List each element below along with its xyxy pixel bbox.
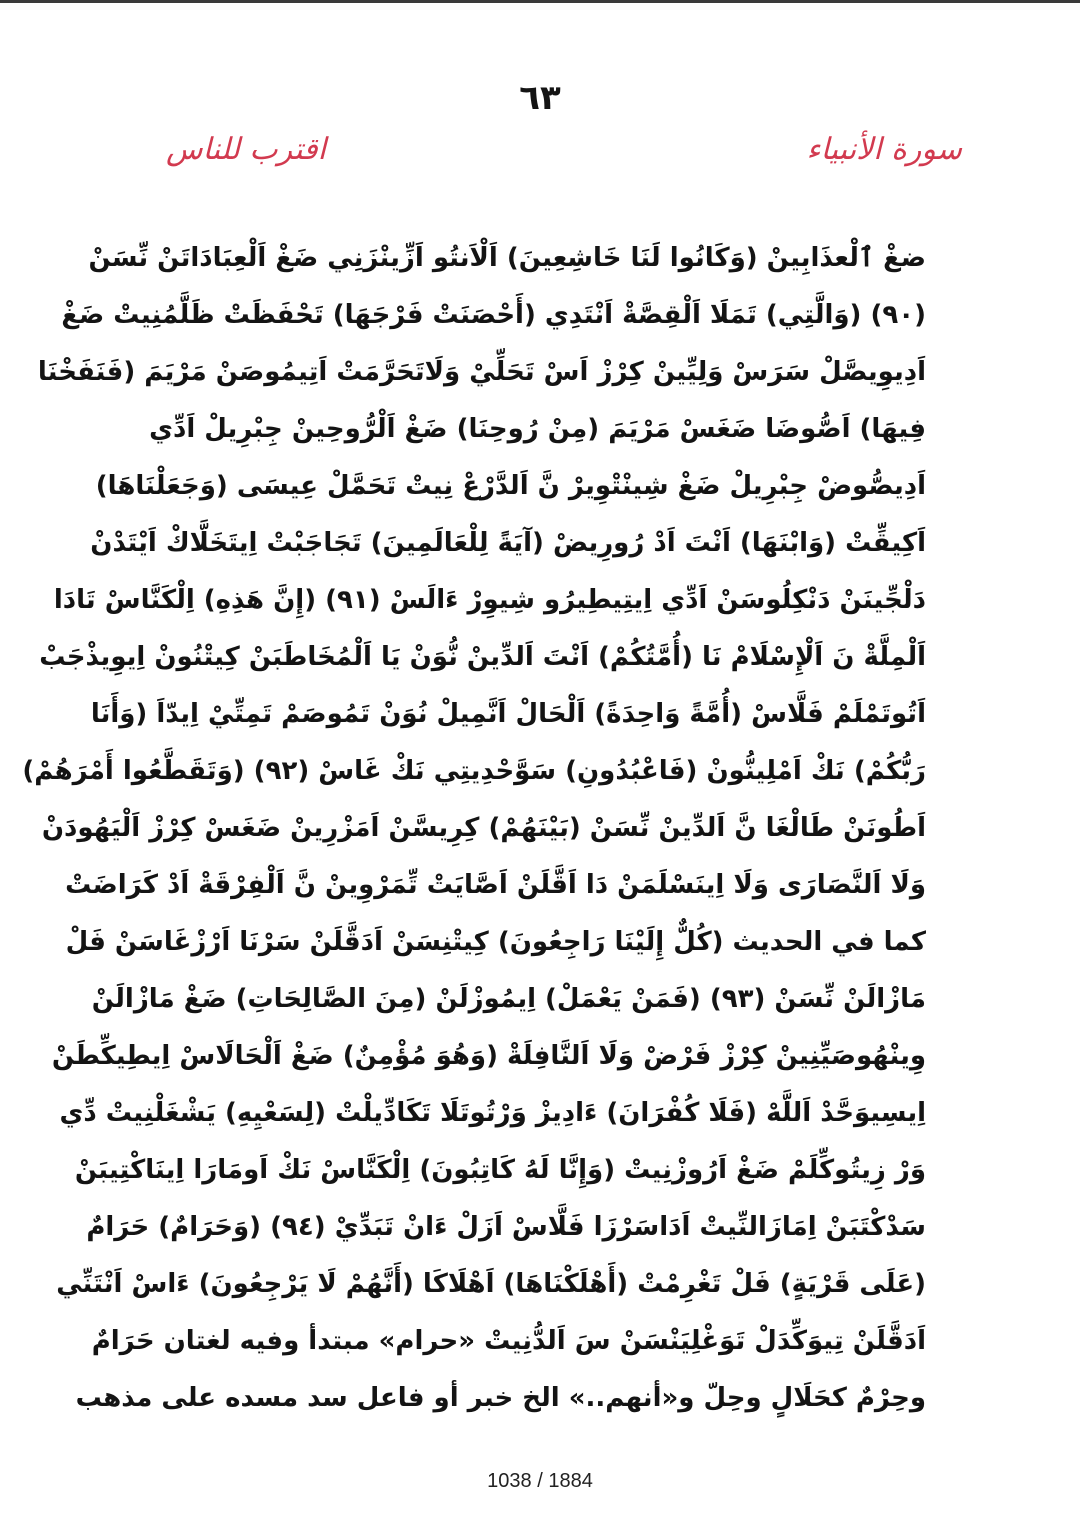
text-line: كما في الحديث (كُلٌّ إِلَيْنَا رَاجِعُونَ) كِيتْنِسَنْ اَدَقَّلَنْ سَرْنَا اَرْزْغَاسَنْ فَلْ [65,927,926,957]
text-line: اَلْمِلَّةْ نَ اَلْإِسْلَامْ نَا (أُمَّتُكُمْ) اَنْتَ اَلدِّينْ نُّوَنْ يَا اَلْمُخَاطَبَنْ كِيتْنُونْ اِيوِيذْجَبْ [39,642,926,672]
text-line: اَكِيقِّتْ (وَابْنَهَا) اَنْتَ اَدْ رُورِيضْ (آيَةً لِلْعَالَمِينَ) تَجَاجَبْتْ اِيتَخَلَّاكْ اَيْتَدْنْ [90,528,926,558]
text-line: (٩٠) (وَالَّتِي) تَمَلَا اَلْقِصَّةْ اَنْتَدِي (أَحْصَنَتْ فَرْجَهَا) تَحْفَظَتْ ظَلَّمُنِيتْ ضَغْ [61,300,926,330]
text-line: اَدِيصُّوضْ جِبْرِيلْ ضَغْ شِينْتْوِيرْ نَّ اَلدَّرْعْ نِيتْ تَحَمَّلْ عِيسَى (وَجَعَلْنَاهَا) [95,471,926,501]
page-body [22,230,926,1427]
text-line: اَدَقَّلَنْ تِيوَكِّدَلْ تَوَغْلِيَنْسَنْ سَ اَلدُّنِيتْ «حرام» مبتدأ وفيه لغتان حَرَامٌ [91,1326,926,1356]
text-line: سَدْكْتَبَنْ اِمَازَالنِّيتْ اَدَاسَرْزَا فَلَّاسْ اَزَلْ ءَانْ تَبَدِّيْ (٩٤) (وَحَرَامٌ) حَرَامٌ [86,1212,926,1242]
text-line: دَلْجِّينَنْ دَنْكِلُوسَنْ اَدِّي اِيتِيطِيرُو شِيوِرْ ءَالَسْ (٩١) (إِنَّ هَذِهِ) اِلْكَنَّاسْ تَادَا [53,585,926,615]
top-border [0,0,1080,3]
text-line: وَرْ زِيتُوكِّلَمْ ضَغْ اَرُوزْنِيتْ (وَإِنَّا لَهُ كَاتِبُونَ) اِلْكَنَّاسْ نَكْ اَومَارَا اِينَاكْتِيبَنْ [74,1155,926,1185]
text-line: اِيسِيوَحَّدْ اَللَّهْ (فَلَا كُفْرَانَ) ءَادِيزْ وَرْتُوتَلَا تَكَادِّيلْتْ (لِسَعْيِهِ) يَشْغَلْنِيتْ دِّي [59,1098,926,1128]
page-number: ٦٣ [519,78,561,118]
text-line: ضغْ ٱلْعذَابِينْ (وَكَانُوا لَنَا خَاشِعِينَ) اَلْاَنتُو اَزِّينْزَنِي ضَغْ اَلْعِبَادَاتَنْ نِّسَنْ [88,243,926,273]
text-line: وحِرْمٌ كحَلَالٍ وحِلّ و«أنهم..» الخ خبر أو فاعل سد مسده على مذهب [75,1383,926,1413]
text-line: اَدِيوِيصَّلْ سَرَسْ وَلِيِّينْ كِرْزْ اَسْ تَحَلِّيْ وَلَاتَحَرَّمَتْ اَتِيمُوصَنْ مَرْيَمَ (فَنَفَخْنَا [37,357,926,387]
text-line: رَبُّكُمْ) نَكْ اَمْلِينُّونْ (فَاعْبُدُونِ) سَوَّحْدِيتِي نَكْ غَاسْ (٩٢) (وَتَقَطَّعُوا أَمْرَهُمْ) [22,756,926,786]
text-line: وِينْهُوصَيِّنِينْ كِرْزْ فَرْضْ وَلَا اَلنَّافِلَةْ (وَهُوَ مُؤْمِنٌ) ضَغْ اَلْحَالَاسْ اِيطِيكِّطَنْ [51,1041,926,1071]
text-line: اَطُونَنْ طَالْغَا نَّ اَلدِّينْ نِّسَنْ (بَيْنَهُمْ) كِرِيسَّنْ اَمَزْرِينْ ضَغَسْ كِرْزْ اَلْيَهُودَنْ [41,813,926,843]
margin-note-surah: سورة الأنبياء [806,132,962,167]
margin-note-juz: اقترب للناس [166,132,326,167]
page-counter: 1038 / 1884 [487,1470,593,1492]
text-line: (عَلَى قَرْيَةٍ) فَلْ تَغْرِمْتْ (أَهْلَكْنَاهَا) اَهْلَاكَا (أَنَّهُمْ لَا يَرْجِعُونَ) ءَاسْ اَنْتَنِّي [56,1269,926,1299]
text-line: اَتُوتَمْلَمْ فَلَّاسْ (أُمَّةً وَاحِدَةً) اَلْحَالْ اَنَّمِيلْ نُوَنْ تَمُوصَمْ تَمِتِّيْ اِيدّاَ (وَأَنَا [90,699,926,729]
text-line: مَازْالَنْ نِّسَنْ (٩٣) (فَمَنْ يَعْمَلْ) اِيمُوزْلَنْ (مِنَ الصَّالِحَاتِ) ضَغْ مَازْالَنْ [91,984,926,1014]
text-line: وَلَا اَلنَّصَارَى وَلَا اِينَسْلَمَنْ دَا اَقَّلَنْ اَصَّايَتْ تِّمَرْوِينْ نَّ اَلْفِرْقَةْ اَدْ كَرَاضَتْ [65,870,926,900]
text-line: فِيهَا) اَصُّوضَا ضَغَسْ مَرْيَمَ (مِنْ رُوحِنَا) ضَغْ اَلْرُّوحِينْ جِبْرِيلْ اَدِّي [149,414,926,444]
